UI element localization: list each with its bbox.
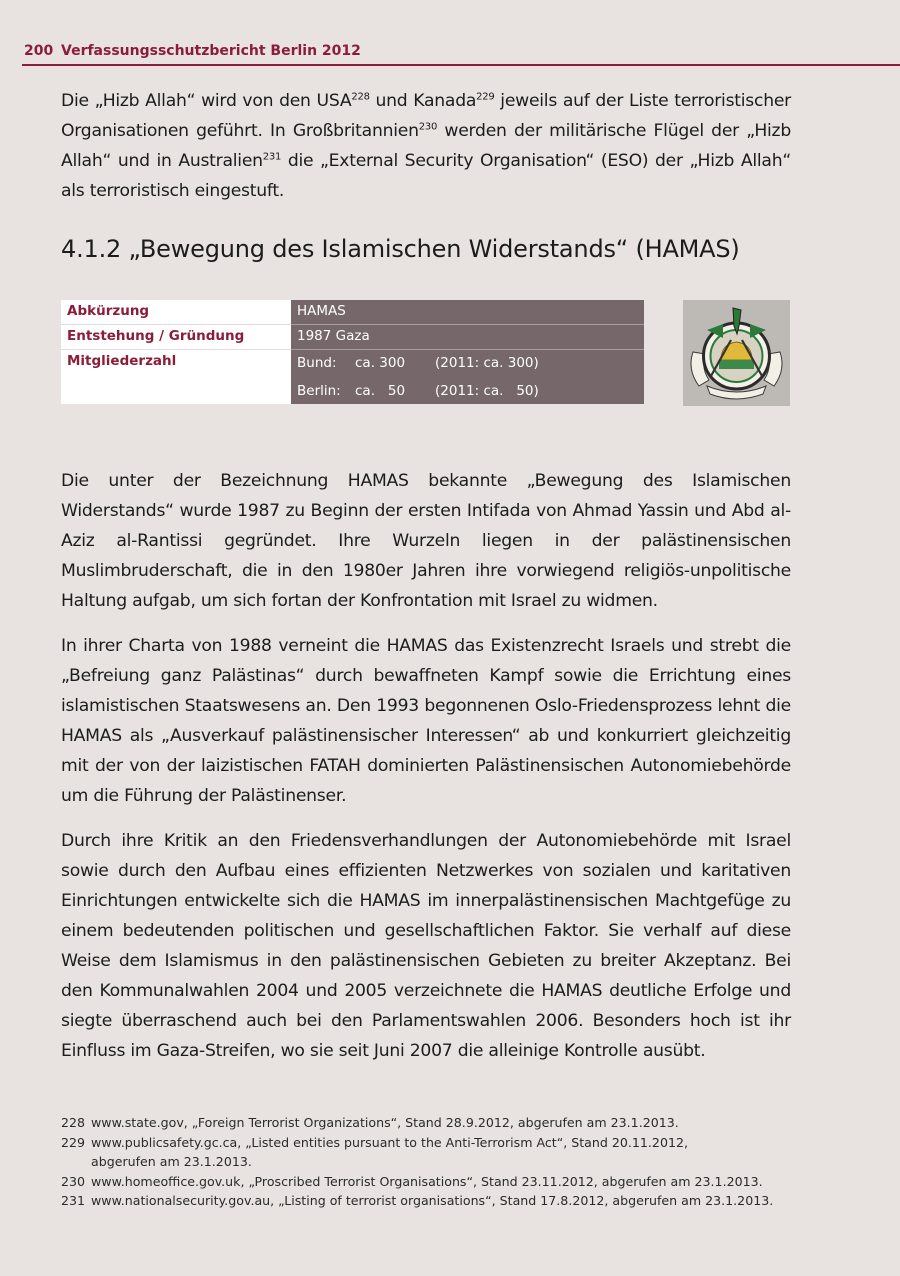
abbreviation-value: HAMAS bbox=[291, 300, 644, 325]
footnote-number: 230 bbox=[61, 1173, 86, 1189]
main-content bbox=[61, 86, 791, 1081]
footnote-text: www.state.gov, „Foreign Terrorist Organizations“, Stand 28.9.2012, abgerufen am 23.1.2013. bbox=[91, 1115, 679, 1130]
page-header bbox=[22, 40, 900, 66]
paragraph: Die unter der Bezeichnung HAMAS bekannte „Bewegung des Islamischen Widerstands“ wurde 1987 zu Beginn der ersten Intifada von Ahmad Yassin und Abd al-Aziz al-Rantissi gegründet. Ihre Wurzeln liegen in der palästinensischen Muslimbruderschaft, die in den 1980er Jahren ihre vorwiegend religiös-unpolitische Haltung aufgab, um sich fortan der Konfrontation mit Israel zu widmen. bbox=[61, 471, 791, 611]
table-row bbox=[61, 350, 644, 405]
bund-label: Bund: bbox=[297, 355, 337, 371]
bund-value: ca. 300 bbox=[355, 355, 406, 371]
footnote-ref-228[interactable]: 228 bbox=[351, 91, 370, 103]
footnote-ref-230[interactable]: 230 bbox=[418, 121, 438, 133]
members-berlin bbox=[297, 381, 638, 401]
abbreviation-label: Abkürzung bbox=[61, 300, 291, 325]
intro-text: werden der militärische Flügel der „Hizb Allah“ und in Australien bbox=[61, 121, 791, 171]
footnote-ref-231[interactable]: 231 bbox=[262, 151, 282, 163]
footnote-number: 229 bbox=[61, 1134, 86, 1150]
intro-text: jeweils auf der Liste terroristischer Organisationen geführt. In Großbritannien bbox=[61, 91, 791, 141]
table-row bbox=[61, 325, 644, 350]
paragraph: Durch ihre Kritik an den Friedensverhandlungen der Autonomiebehörde mit Israel sowie durch den Aufbau eines effizienten Netzwerkes von sozialen und karitativen Einrichtungen entwickelte sich die HAMAS im innerpalästinensischen Machtgefüge zu einem bedeutenden politischen und gesellschaftlichen Faktor. Sie verhalf auf diese Weise dem Islamismus in den palästinensischen Gebieten zu breiter Akzeptanz. Bei den Kommunalwahlen 2004 und 2005 verzeichnete die HAMAS deutliche Erfolge und siegte überraschend auch bei den Parlamentswahlen 2006. Besonders hoch ist ihr Einfluss im Gaza-Streifen, wo sie seit Juni 2007 die alleinige Kontrolle ausübt. bbox=[61, 831, 791, 1061]
members-bund bbox=[297, 353, 638, 373]
page-number: 200 bbox=[24, 43, 54, 59]
report-title: Verfassungsschutzbericht Berlin 2012 bbox=[61, 43, 361, 59]
paragraph: In ihrer Charta von 1988 verneint die HAMAS das Existenzrecht Israels und strebt die „Befreiung ganz Palästinas“ durch bewaffneten Kampf sowie die Errichtung eines islamistischen Staatswesens an. Den 1993 begonnenen Oslo-Friedensprozess lehnt die HAMAS als „Ausverkauf palästinensischer Interessen“ ab und konkurriert gleichzeitig mit der von der laizistischen FATAH dominierten Palästinensischen Autonomiebehörde um die Führung der Palästinenser. bbox=[61, 636, 791, 806]
hamas-emblem-icon bbox=[683, 300, 790, 406]
founding-value: 1987 Gaza bbox=[291, 325, 644, 350]
footnote-text: www.nationalsecurity.gov.au, „Listing of terrorist organisations“, Stand 17.8.2012, abgerufen am 23.1.2013. bbox=[91, 1193, 774, 1208]
members-value bbox=[291, 350, 644, 405]
footnotes bbox=[61, 1113, 801, 1211]
intro-text: und Kanada bbox=[369, 91, 477, 111]
table-row bbox=[61, 300, 644, 325]
intro-text: die „External Security Organisation“ (ESO) der „Hizb Allah“ als terroristisch eingestuft. bbox=[61, 151, 792, 201]
fact-table bbox=[61, 300, 644, 404]
footnote-number: 228 bbox=[61, 1115, 86, 1130]
footnote-230 bbox=[61, 1172, 801, 1192]
footnote-number: 231 bbox=[61, 1193, 86, 1208]
footnote-231 bbox=[61, 1191, 801, 1211]
bund-previous: (2011: ca. 300) bbox=[435, 355, 539, 371]
berlin-previous: (2011: ca. 50) bbox=[435, 383, 539, 399]
fact-box bbox=[61, 300, 791, 428]
footnote-228 bbox=[61, 1113, 801, 1133]
body-paragraphs bbox=[61, 466, 791, 1066]
footnote-text: www.homeoffice.gov.uk, „Proscribed Terrorist Organisations“, Stand 23.11.2012, abgerufen am 23.1.2013. bbox=[91, 1173, 763, 1189]
footnote-text: www.publicsafety.gc.ca, „Listed entities pursuant to the Anti-Terrorism Act“, Stand 20.11.2012, abgerufen am 23.1.2013. bbox=[91, 1134, 688, 1169]
berlin-value: ca. 50 bbox=[355, 383, 406, 399]
berlin-label: Berlin: bbox=[297, 383, 341, 399]
section-heading: 4.1.2 „Bewegung des Islamischen Widerstands“ (HAMAS) bbox=[61, 235, 740, 263]
founding-label: Entstehung / Gründung bbox=[61, 325, 291, 350]
intro-paragraph bbox=[61, 86, 791, 206]
footnote-ref-229[interactable]: 229 bbox=[476, 91, 495, 103]
intro-text: Die „Hizb Allah“ wird von den USA bbox=[61, 91, 352, 111]
members-label: Mitgliederzahl bbox=[61, 350, 291, 405]
footnote-229 bbox=[61, 1133, 801, 1172]
